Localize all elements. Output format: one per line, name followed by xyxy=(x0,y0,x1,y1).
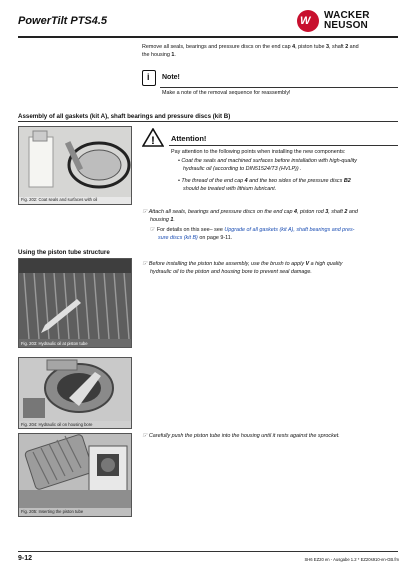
step-apply-oil: ☞ Before installing the piston tube assembly, use the brush to apply V a high quality hydraulic oil to the piston and housing bore to prevent seal damage. xyxy=(142,261,343,275)
page-title: PowerTilt PTS4.5 xyxy=(18,15,108,27)
figure-203-caption: Fig. 203: Hydraulic oil at piston tube xyxy=(21,341,88,346)
header-rule xyxy=(18,36,398,38)
arrow-icon: ☞ xyxy=(142,261,148,267)
figure-204-drawing xyxy=(19,358,131,421)
svg-text:!: ! xyxy=(151,135,155,147)
attention-bullet-1: • Coat the seals and machined surfaces before installation with high-quality hydraulic oil (according to DIN51524/T3 (HVLP)) . xyxy=(178,158,357,172)
info-icon: i xyxy=(142,70,156,86)
section-rule xyxy=(18,121,398,122)
footer-rule xyxy=(18,551,398,552)
brand-line2: NEUSON xyxy=(324,20,368,31)
link-upgrade-gaskets-cont[interactable]: sure discs (kit B) xyxy=(158,234,198,241)
step-attach-seals: ☞ Attach all seals, bearings and pressure discs on the end cap 4, piston rod 3, shaft 2 and housing 1. xyxy=(142,209,358,223)
arrow-icon: ☞ xyxy=(142,433,148,439)
section-heading-assembly: Assembly of all gaskets (kit A), shaft bearings and pressure discs (kit B) xyxy=(18,113,231,120)
attention-intro: Pay attention to the following points when installing the new components: xyxy=(171,149,346,155)
figure-202-drawing xyxy=(19,127,131,197)
warning-icon xyxy=(142,128,164,147)
figure-205-drawing xyxy=(19,434,131,508)
arrow-icon: ☞ xyxy=(150,227,156,233)
section-heading-piston-tube: Using the piston tube structure xyxy=(18,249,110,256)
figure-204-caption: Fig. 204: Hydraulic oil on housing bore xyxy=(21,422,93,427)
logo-emblem xyxy=(297,10,319,32)
brand-line1: WACKER xyxy=(324,10,370,21)
attention-heading: Attention! xyxy=(171,134,207,143)
attention-rule xyxy=(169,145,398,146)
figure-203-drawing xyxy=(19,259,131,339)
figure-205-caption: Fig. 205: Inserting the piston tube xyxy=(21,509,84,514)
note-heading: Note! xyxy=(162,74,180,81)
attention-bullet-2: • The thread of the end cap 4 and the two sides of the pressure discs B2 should be treated with lithium lubricant. xyxy=(178,178,351,192)
page-number: 9-12 xyxy=(18,555,33,562)
figure-202-photo xyxy=(18,126,132,205)
figure-205-photo xyxy=(18,433,132,517)
note-text: Make a note of the removal sequence for reassembly! xyxy=(162,90,291,96)
brand-logo xyxy=(297,10,403,34)
intro-text: Remove all seals, bearings and pressure discs on the end cap 4, piston tube 3, shaft 2 and the housing 1. xyxy=(142,44,359,58)
step-details-reference: ☞ For details on this see– see Upgrade of all gaskets (kit A), shaft bearings and pres- sure discs (kit B) on page 9-11. xyxy=(150,227,355,241)
figure-203-photo xyxy=(18,258,132,348)
arrow-icon: ☞ xyxy=(142,209,148,215)
logo-letter: W xyxy=(300,15,311,27)
note-rule xyxy=(160,87,398,88)
figure-202-caption: Fig. 202: Coat seals and surfaces with oil xyxy=(21,197,98,202)
figure-204-photo xyxy=(18,357,132,429)
document-reference: SH6 EZ20 en - Ausgabe 1.2 * EZ20s910-en-GB.fm xyxy=(304,557,399,562)
link-upgrade-gaskets[interactable]: Upgrade of all gaskets (kit A), shaft bearings and pres- xyxy=(224,227,355,233)
step-push-piston-tube: ☞ Carefully push the piston tube into the housing until it rests against the sprocket. xyxy=(142,433,340,439)
